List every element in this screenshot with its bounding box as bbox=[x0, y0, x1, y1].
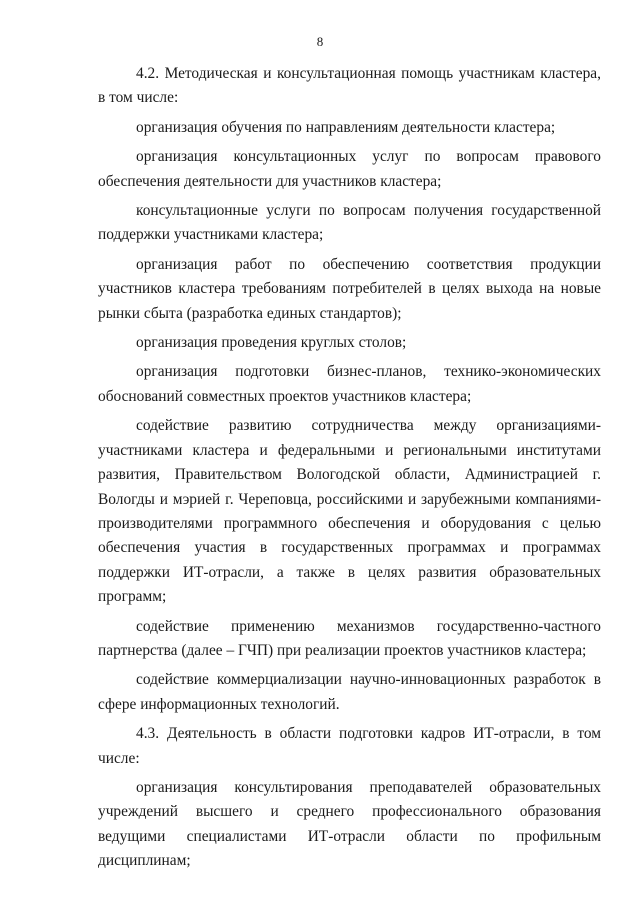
list-item-product-compliance: организация работ по обеспечению соответствия продукции участников кластера требованиям потребителей в целях выхода на новые рынки сбыта (разработка единых стандартов); bbox=[98, 255, 601, 322]
section-4-2-heading: 4.2. Методическая и консультационная помощь участникам кластера, в том числе: bbox=[98, 65, 601, 107]
list-item-legal-consulting: организация консультационных услуг по вопросам правового обеспечения деятельности для участников кластера; bbox=[98, 148, 601, 190]
section-4-3-heading: 4.3. Деятельность в области подготовки кадров ИТ-отрасли, в том числе: bbox=[98, 725, 601, 767]
list-item-ppp: содействие применению механизмов государственно-частного партнерства (далее – ГЧП) при реализации проектов участников кластера; bbox=[98, 617, 601, 659]
list-item-state-support-consulting: консультационные услуги по вопросам получения государственной поддержки участниками кластера; bbox=[98, 202, 601, 244]
document-body bbox=[98, 62, 601, 879]
list-item-round-tables: организация проведения круглых столов; bbox=[136, 334, 407, 352]
page-number: 8 bbox=[316, 34, 324, 49]
list-item-commercialization: содействие коммерциализации научно-инновационных разработок в сфере информационных технологий. bbox=[98, 671, 601, 713]
list-item-business-plans: организация подготовки бизнес-планов, технико-экономических обоснований совместных проектов участников кластера; bbox=[98, 363, 601, 405]
list-item-teacher-consulting: организация консультирования преподавателей образовательных учреждений высшего и среднего профессионального образования ведущими специалистами ИТ-отрасли области по профильным дисциплинам; bbox=[98, 778, 601, 870]
list-item-training: организация обучения по направлениям деятельности кластера; bbox=[136, 118, 556, 136]
list-item-cooperation: содействие развитию сотрудничества между организациями-участниками кластера и федеральными и региональными институтами развития, Правительством Вологодской области, Администрацией г. Вологды и мэрией г. Череповца, российскими и зарубежными компаниями-производителями программного обеспечения и оборудования с целью обеспечения участия в государственных программах и программах поддержки ИТ-отрасли, а также в целях развития образовательных программ; bbox=[98, 417, 601, 606]
